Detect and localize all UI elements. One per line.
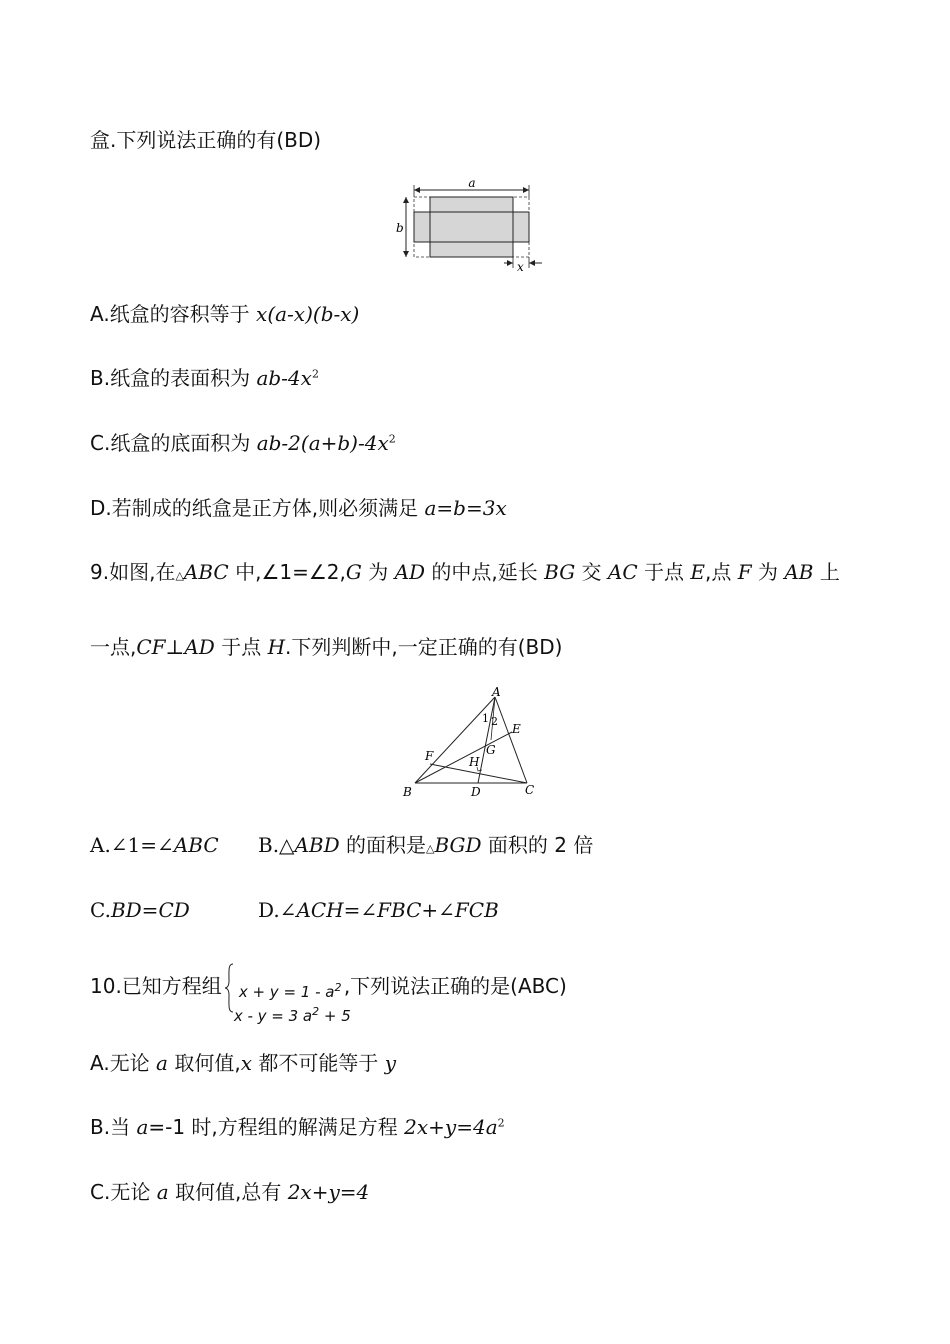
q9-option-c: C.BD=CD [90,898,190,922]
q9-stem-line2: 一点,CF⊥AD 于点 H.下列判断中,一定正确的有(BD) [90,635,563,659]
box-net-figure [392,175,552,275]
label-F: F [425,749,434,763]
q9-stem-line1: 9.如图,在△ABC 中,∠1=∠2,G 为 AD 的中点,延长 BG 交 AC 于点 E,点 F 为 AB 上 [90,560,840,584]
q8-stem: 盒.下列说法正确的有(BD) [90,128,322,152]
angle-1-label: 1 [482,712,489,725]
label-G: G [486,743,496,757]
q8-option-c: C.纸盒的底面积为 $ab-2(a+b)-4x^2$ [90,431,396,455]
equation-system [224,963,351,1025]
angle-2-label: 2 [491,715,498,728]
label-a: a [468,176,476,190]
label-b: b [396,221,404,235]
q9-option-d: D.∠ACH=∠FBC+∠FCB [258,898,499,922]
label-A: A [492,685,501,699]
q10-stem: 10.已知方程组 $x + y = 1 - a^2$ x - y = 3 $a^2 + 5$ ,下列说法正确的是(ABC) [90,958,567,1014]
triangle-figure [400,684,550,804]
q8-option-a: A.纸盒的容积等于 x(a-x)(b-x) [90,302,360,326]
q8-option-b: B.纸盒的表面积为 $ab-4x^2$ [90,366,319,390]
label-H: H [469,755,480,769]
label-B: B [403,785,412,799]
label-C: C [525,783,535,797]
q10-option-c: C.无论 a 取何值,总有 2x+y=4 [90,1180,370,1204]
q9-option-b: B.△ABD 的面积是△BGD 面积的 2 倍 [258,833,594,857]
q10-option-a: A.无论 a 取何值,x 都不可能等于 y [90,1051,397,1075]
equation-2: x - y = 3 $a^2 + 5$ [233,1004,351,1025]
net-shape [414,197,529,257]
equation-1: $x + y = 1 - a^2$ [238,980,342,1001]
label-E: E [512,722,521,736]
left-brace-icon [224,963,234,1013]
label-x: x [517,260,524,274]
q8-option-d: D.若制成的纸盒是正方体,则必须满足 a=b=3x [90,496,507,520]
q10-option-b: B.当 a=-1 时,方程组的解满足方程 $2x+y=4a^2$ [90,1115,505,1139]
label-D: D [471,785,481,799]
q9-option-a: A.∠1=∠ABC [90,833,219,857]
